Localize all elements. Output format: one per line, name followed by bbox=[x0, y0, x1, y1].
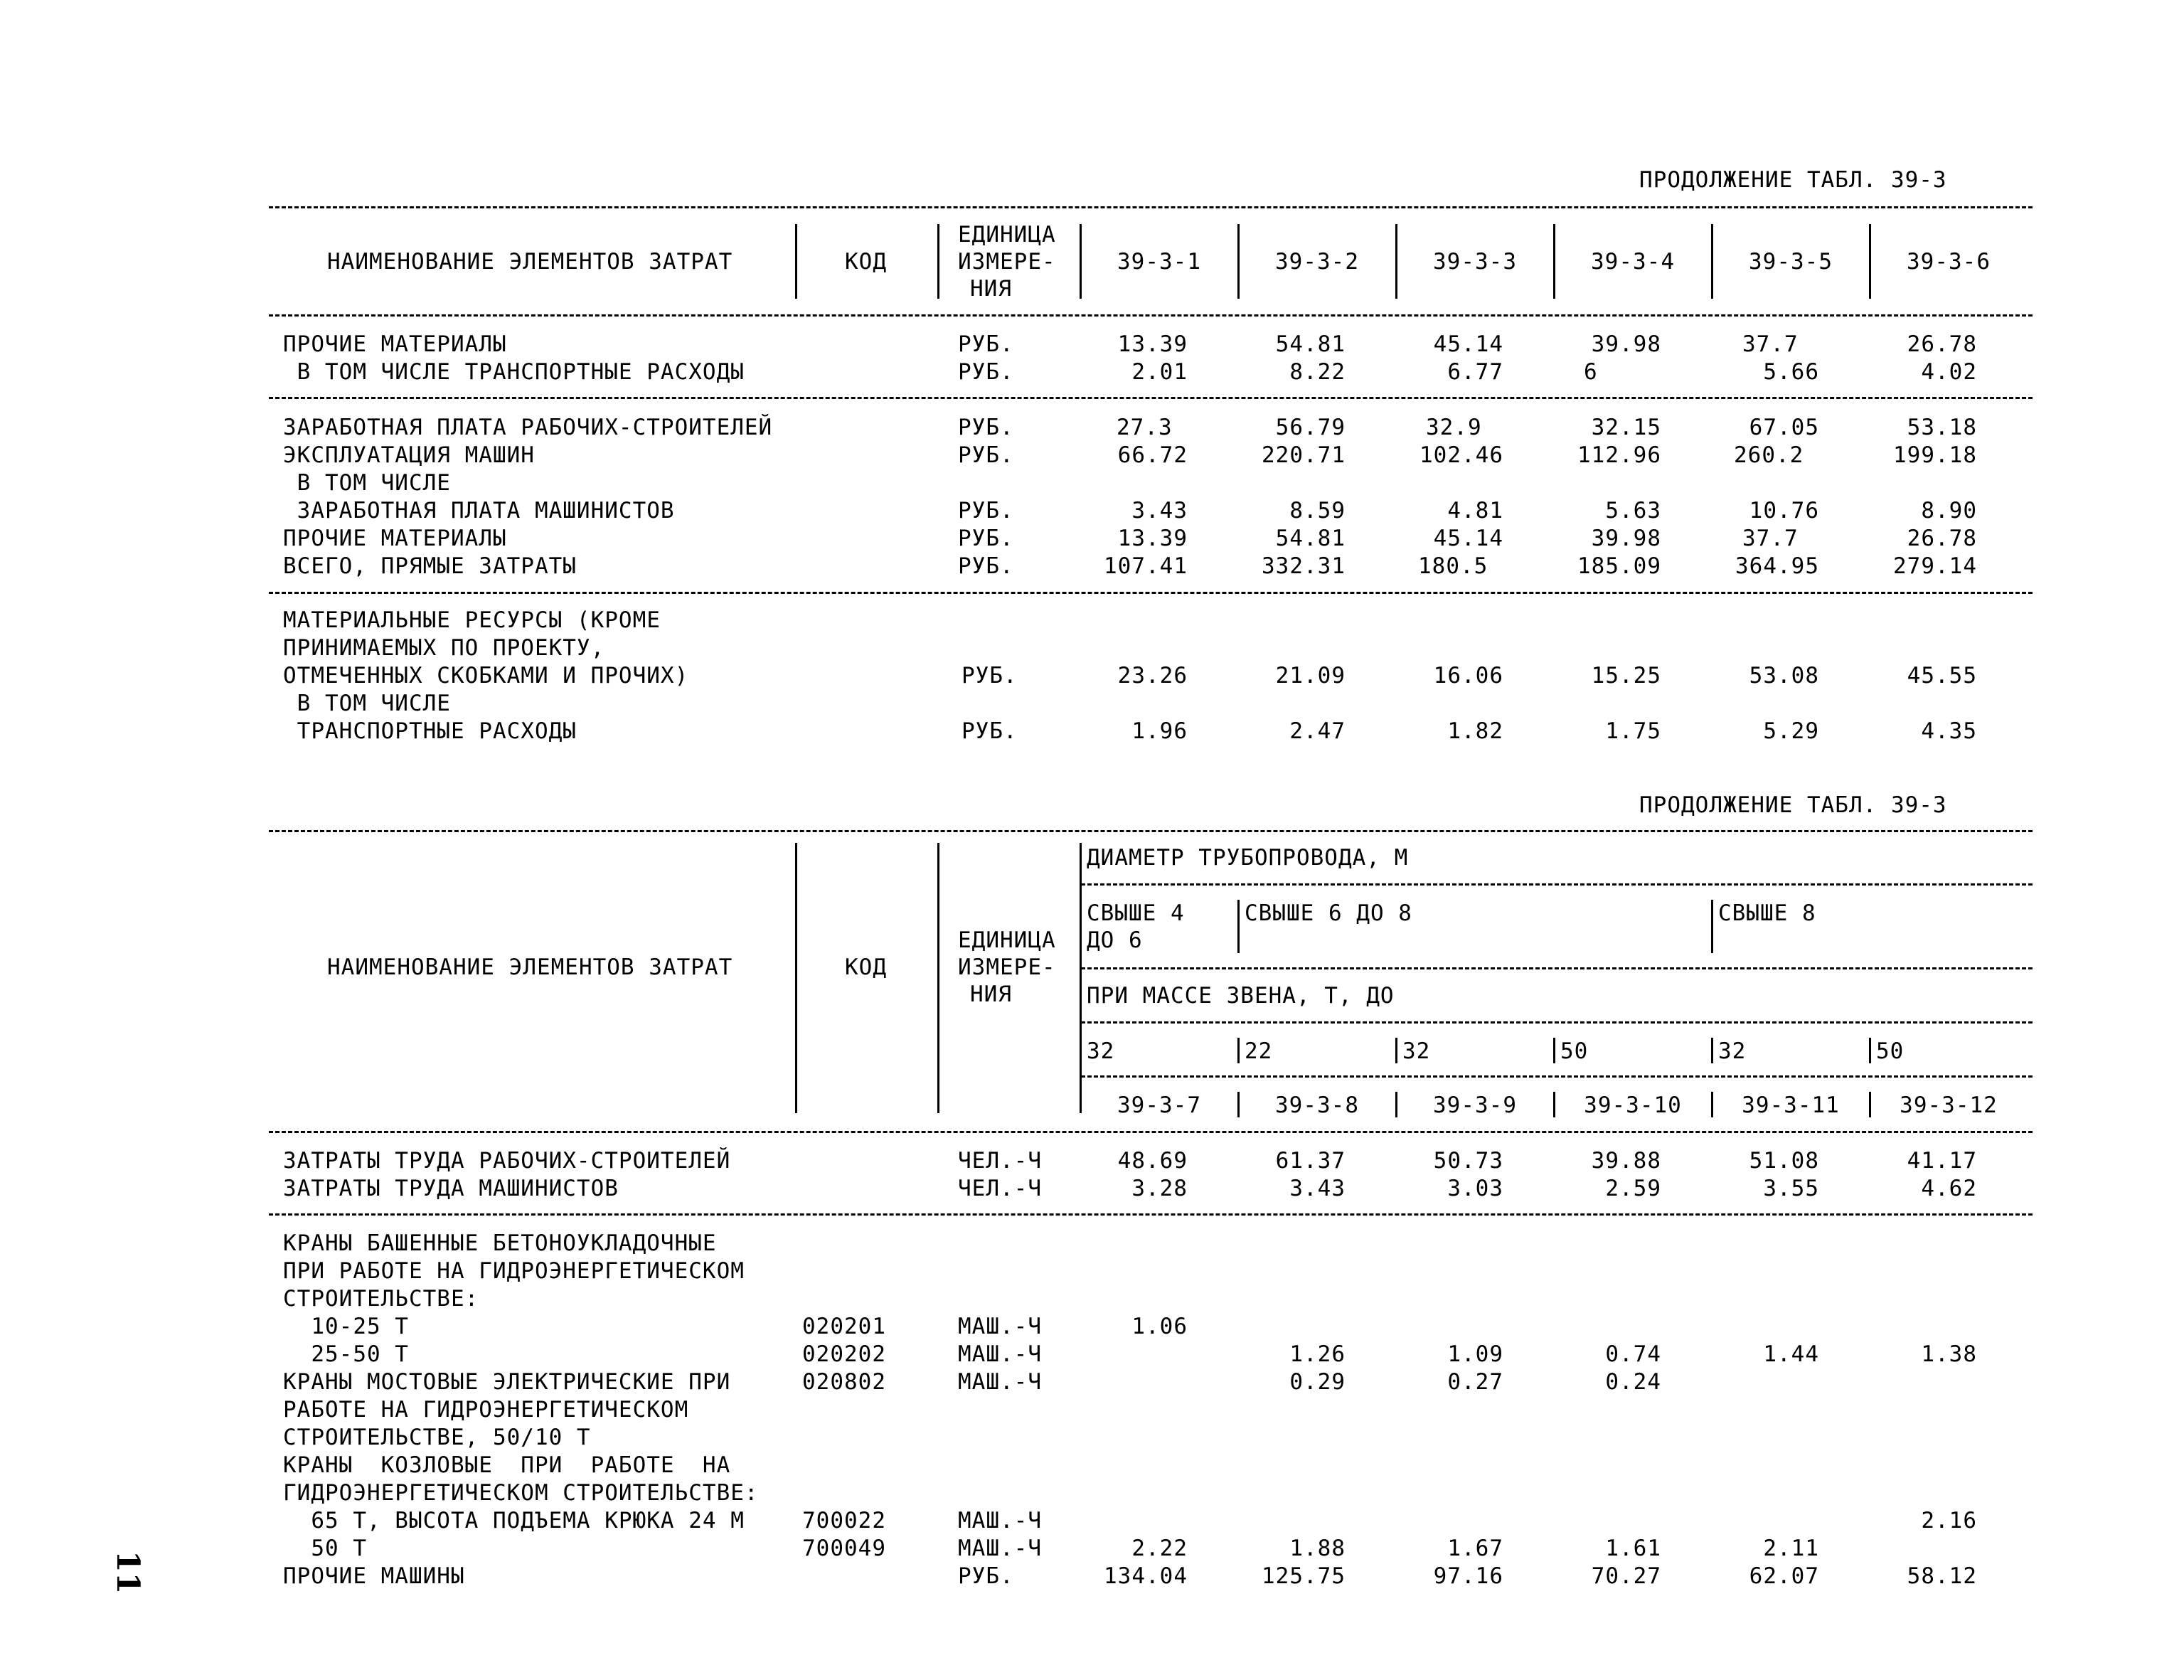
table2-cell: 1.06 bbox=[1131, 1314, 1188, 1339]
column-divider bbox=[1395, 224, 1397, 299]
table1-cell: 39.98 bbox=[1591, 526, 1661, 551]
table1-col-header: 39-3-4 bbox=[1591, 249, 1675, 275]
table2-row-name: 10-25 Т bbox=[283, 1314, 409, 1339]
table1-cell: 39.98 bbox=[1591, 331, 1661, 357]
mass-value: 50 bbox=[1876, 1038, 1905, 1064]
header-rule bbox=[1081, 1021, 2033, 1024]
table1-cell: 364.95 bbox=[1735, 553, 1819, 579]
table2-row-name: ПРОЧИЕ МАШИНЫ bbox=[283, 1563, 465, 1589]
table1-cell: 27.3 bbox=[1117, 415, 1173, 440]
mass-value: 32 bbox=[1402, 1038, 1431, 1064]
column-divider bbox=[1869, 1038, 1871, 1063]
table1-cell: 185.09 bbox=[1577, 553, 1661, 579]
table1-row-name: ОТМЕЧЕННЫХ СКОБКАМИ И ПРОЧИХ) bbox=[283, 663, 689, 689]
column-divider bbox=[1237, 1038, 1240, 1063]
table1-cell: 53.08 bbox=[1749, 663, 1819, 689]
table2-row-name: ЗАТРАТЫ ТРУДА МАШИНИСТОВ bbox=[283, 1176, 619, 1201]
column-divider bbox=[1711, 1038, 1713, 1063]
table2-col-header: 39-3-11 bbox=[1742, 1092, 1840, 1118]
table2-cell: 61.37 bbox=[1275, 1148, 1346, 1174]
table1-cell: 6.77 bbox=[1447, 359, 1503, 385]
table1-cell: 1.75 bbox=[1605, 718, 1661, 744]
column-divider bbox=[1080, 224, 1082, 299]
table2-cell: 3.03 bbox=[1447, 1176, 1503, 1201]
table2-cell: 1.61 bbox=[1605, 1536, 1661, 1561]
table1-cell: 54.81 bbox=[1275, 331, 1346, 357]
table2-cell: 58.12 bbox=[1907, 1563, 1977, 1589]
table1-cell: 26.78 bbox=[1907, 331, 1977, 357]
group-header: СВЫШЕ 4 bbox=[1087, 900, 1185, 926]
table1-row-unit: РУБ. bbox=[958, 442, 1014, 468]
table2-cell: 3.28 bbox=[1131, 1176, 1188, 1201]
table2-row-unit: МАШ.-Ч bbox=[958, 1536, 1042, 1561]
table2-col-header: 39-3-9 bbox=[1433, 1092, 1517, 1118]
table1-cell: 199.18 bbox=[1893, 442, 1977, 468]
table1-cell: 13.39 bbox=[1117, 526, 1188, 551]
table1-cell: 8.59 bbox=[1289, 498, 1346, 523]
table1-cell: 279.14 bbox=[1893, 553, 1977, 579]
table1-col-header: 39-3-6 bbox=[1907, 249, 1991, 275]
table2-header-name: НАИМЕНОВАНИЕ ЭЛЕМЕНТОВ ЗАТРАТ bbox=[327, 955, 733, 980]
table2-cell: 50.73 bbox=[1433, 1148, 1503, 1174]
table2-row-unit: ЧЕЛ.-Ч bbox=[958, 1148, 1042, 1174]
column-divider bbox=[1869, 224, 1871, 299]
table1-row-unit: РУБ. bbox=[958, 553, 1014, 579]
table2-top-rule bbox=[269, 830, 2033, 832]
group-header: ДО 6 bbox=[1087, 927, 1143, 953]
table2-row-name: КРАНЫ БАШЕННЫЕ БЕТОНОУКЛАДОЧНЫЕ bbox=[283, 1230, 717, 1256]
table2-cell: 1.88 bbox=[1289, 1536, 1346, 1561]
table2-caption: ПРОДОЛЖЕНИЕ ТАБЛ. 39-3 bbox=[1639, 792, 1947, 818]
table1-row-unit: РУБ. bbox=[958, 331, 1014, 357]
table2-row-code: 020802 bbox=[802, 1369, 886, 1395]
mass-value: 50 bbox=[1560, 1038, 1589, 1064]
table1-cell: 5.29 bbox=[1763, 718, 1819, 744]
table2-row-unit: ЧЕЛ.-Ч bbox=[958, 1176, 1042, 1201]
table2-row-name: КРАНЫ КОЗЛОВЫЕ ПРИ РАБОТЕ НА bbox=[283, 1452, 731, 1478]
column-divider bbox=[795, 843, 797, 1113]
table2-row-name: СТРОИТЕЛЬСТВЕ, 50/10 Т bbox=[283, 1425, 591, 1450]
table1-cell: 45.55 bbox=[1907, 663, 1977, 689]
header-rule bbox=[1081, 1075, 2033, 1078]
group-header: СВЫШЕ 8 bbox=[1718, 900, 1816, 926]
table2-row-code: 020201 bbox=[802, 1314, 886, 1339]
table2-cell: 0.29 bbox=[1289, 1369, 1346, 1395]
table2-row-name: 50 Т bbox=[283, 1536, 367, 1561]
table1-cell: 45.14 bbox=[1433, 526, 1503, 551]
header-rule bbox=[1081, 967, 2033, 969]
table1-row-unit: РУБ. bbox=[958, 526, 1014, 551]
table1-row-unit: РУБ. bbox=[958, 498, 1014, 523]
section-rule bbox=[269, 397, 2033, 399]
table1-col-header: 39-3-5 bbox=[1749, 249, 1833, 275]
mass-value: 32 bbox=[1087, 1038, 1115, 1064]
table2-cell: 1.44 bbox=[1763, 1341, 1819, 1367]
table2-cell: 2.11 bbox=[1763, 1536, 1819, 1561]
table2-cell: 48.69 bbox=[1117, 1148, 1188, 1174]
table1-row-name: В ТОМ ЧИСЛЕ bbox=[283, 470, 451, 496]
table2-row-code: 700049 bbox=[802, 1536, 886, 1561]
table1-cell: 3.43 bbox=[1131, 498, 1188, 523]
table1-header-code: КОД bbox=[845, 249, 887, 275]
table1-cell: 37.7 bbox=[1742, 331, 1799, 357]
column-divider bbox=[1237, 900, 1240, 953]
table2-cell: 0.74 bbox=[1605, 1341, 1661, 1367]
table1-cell: 1.96 bbox=[1131, 718, 1188, 744]
table1-cell: 54.81 bbox=[1275, 526, 1346, 551]
table2-row-unit: МАШ.-Ч bbox=[958, 1314, 1042, 1339]
table1-cell: 8.22 bbox=[1289, 359, 1346, 385]
table1-row-name: МАТЕРИАЛЬНЫЕ РЕСУРСЫ (КРОМЕ bbox=[283, 607, 661, 633]
table2-header-unit-2: ИЗМЕРЕ- bbox=[958, 955, 1056, 980]
page-number: 11 bbox=[110, 1551, 146, 1595]
table2-cell: 0.24 bbox=[1605, 1369, 1661, 1395]
table1-cell: 26.78 bbox=[1907, 526, 1977, 551]
table1-cell: 53.18 bbox=[1907, 415, 1977, 440]
table1-row-name: ВСЕГО, ПРЯМЫЕ ЗАТРАТЫ bbox=[283, 553, 577, 579]
table2-row-name: ЗАТРАТЫ ТРУДА РАБОЧИХ-СТРОИТЕЛЕЙ bbox=[283, 1148, 731, 1174]
table1-cell: 332.31 bbox=[1262, 553, 1346, 579]
table1-cell: 32.9 bbox=[1426, 415, 1482, 440]
column-divider bbox=[937, 843, 939, 1113]
column-divider bbox=[937, 224, 939, 299]
table2-cell: 97.16 bbox=[1433, 1563, 1503, 1589]
table1-cell: 2.47 bbox=[1289, 718, 1346, 744]
table2-cell: 1.67 bbox=[1447, 1536, 1503, 1561]
table1-cell: 4.02 bbox=[1921, 359, 1977, 385]
table1-cell: 107.41 bbox=[1104, 553, 1188, 579]
table1-row-name: В ТОМ ЧИСЛЕ ТРАНСПОРТНЫЕ РАСХОДЫ bbox=[283, 359, 745, 385]
column-divider bbox=[1395, 1038, 1397, 1063]
table2-cell: 1.38 bbox=[1921, 1341, 1977, 1367]
table1-col-header: 39-3-1 bbox=[1117, 249, 1201, 275]
table1-cell: 37.7 bbox=[1742, 526, 1799, 551]
table2-cell: 3.55 bbox=[1763, 1176, 1819, 1201]
table2-cell: 41.17 bbox=[1907, 1148, 1977, 1174]
table2-cell: 4.62 bbox=[1921, 1176, 1977, 1201]
table2-row-name: ГИДРОЭНЕРГЕТИЧЕСКОМ СТРОИТЕЛЬСТВЕ: bbox=[283, 1480, 759, 1506]
table2-cell: 134.04 bbox=[1104, 1563, 1188, 1589]
table2-row-unit: РУБ. bbox=[958, 1563, 1014, 1589]
column-divider bbox=[1553, 224, 1555, 299]
group-header: СВЫШЕ 6 ДО 8 bbox=[1245, 900, 1412, 926]
table2-cell: 0.27 bbox=[1447, 1369, 1503, 1395]
table1-col-header: 39-3-3 bbox=[1433, 249, 1517, 275]
table2-header-unit-3: НИЯ bbox=[970, 982, 1012, 1007]
table2-cell: 39.88 bbox=[1591, 1148, 1661, 1174]
table1-row-name: ЭКСПЛУАТАЦИЯ МАШИН bbox=[283, 442, 535, 468]
mass-value: 22 bbox=[1245, 1038, 1273, 1064]
table1-header-name: НАИМЕНОВАНИЕ ЭЛЕМЕНТОВ ЗАТРАТ bbox=[327, 249, 733, 275]
table2-cell: 125.75 bbox=[1262, 1563, 1346, 1589]
table1-header-unit-3: НИЯ bbox=[970, 276, 1012, 302]
table1-cell: 21.09 bbox=[1275, 663, 1346, 689]
table1-cell: 180.5 bbox=[1418, 553, 1488, 579]
table2-header-rule bbox=[269, 1131, 2033, 1133]
table2-row-unit: МАШ.-Ч bbox=[958, 1508, 1042, 1533]
table2-row-name: 65 Т, ВЫСОТА ПОДЪЕМА КРЮКА 24 М bbox=[283, 1508, 745, 1533]
table2-row-name: 25-50 Т bbox=[283, 1341, 409, 1367]
table1-cell: 5.63 bbox=[1605, 498, 1661, 523]
diameter-header: ДИАМЕТР ТРУБОПРОВОДА, М bbox=[1087, 845, 1409, 871]
table1-header-rule bbox=[269, 314, 2033, 317]
table1-cell: 15.25 bbox=[1591, 663, 1661, 689]
table1-row-name: ПРОЧИЕ МАТЕРИАЛЫ bbox=[283, 331, 507, 357]
table1-cell: 102.46 bbox=[1419, 442, 1503, 468]
table1-cell: 5.66 bbox=[1763, 359, 1819, 385]
table2-row-name: СТРОИТЕЛЬСТВЕ: bbox=[283, 1286, 479, 1312]
table1-cell: 4.81 bbox=[1447, 498, 1503, 523]
table1-cell: 1.82 bbox=[1447, 718, 1503, 744]
table1-row-name: В ТОМ ЧИСЛЕ bbox=[283, 691, 451, 716]
table2-cell: 2.22 bbox=[1131, 1536, 1188, 1561]
column-divider bbox=[1711, 900, 1713, 953]
table2-cell: 3.43 bbox=[1289, 1176, 1346, 1201]
table1-row-name: ЗАРАБОТНАЯ ПЛАТА МАШИНИСТОВ bbox=[283, 498, 675, 523]
table1-cell: 32.15 bbox=[1591, 415, 1661, 440]
table1-cell: 2.01 bbox=[1131, 359, 1188, 385]
table2-header-unit-1: ЕДИНИЦА bbox=[958, 927, 1056, 953]
table1-row-unit: РУБ. bbox=[958, 359, 1014, 385]
column-divider bbox=[1237, 224, 1240, 299]
section-rule bbox=[269, 1213, 2033, 1216]
header-rule bbox=[1081, 883, 2033, 886]
table1-col-header: 39-3-2 bbox=[1275, 249, 1359, 275]
table1-row-name: ПРИНИМАЕМЫХ ПО ПРОЕКТУ, bbox=[283, 635, 605, 661]
table2-row-unit: МАШ.-Ч bbox=[958, 1341, 1042, 1367]
table1-cell: 260.2 bbox=[1734, 442, 1804, 468]
table1-row-unit: РУБ. bbox=[962, 718, 1018, 744]
table2-row-code: 700022 bbox=[802, 1508, 886, 1533]
section-rule bbox=[269, 592, 2033, 594]
mass-value: 32 bbox=[1718, 1038, 1747, 1064]
table2-col-header: 39-3-10 bbox=[1584, 1092, 1682, 1118]
table1-row-name: ЗАРАБОТНАЯ ПЛАТА РАБОЧИХ-СТРОИТЕЛЕЙ bbox=[283, 415, 773, 440]
table1-cell: 112.96 bbox=[1577, 442, 1661, 468]
table1-header-unit-2: ИЗМЕРЕ- bbox=[958, 249, 1056, 275]
table1-row-unit: РУБ. bbox=[962, 663, 1018, 689]
table2-cell: 1.26 bbox=[1289, 1341, 1346, 1367]
table2-cell: 51.08 bbox=[1749, 1148, 1819, 1174]
mass-header: ПРИ МАССЕ ЗВЕНА, Т, ДО bbox=[1087, 983, 1395, 1009]
table1-cell: 220.71 bbox=[1262, 442, 1346, 468]
table2-cell: 1.09 bbox=[1447, 1341, 1503, 1367]
table1-header-unit-1: ЕДИНИЦА bbox=[958, 222, 1056, 248]
table2-cell: 70.27 bbox=[1591, 1563, 1661, 1589]
column-divider bbox=[1711, 224, 1713, 299]
table1-cell: 4.35 bbox=[1921, 718, 1977, 744]
table2-col-header: 39-3-12 bbox=[1900, 1092, 1998, 1118]
column-divider bbox=[795, 224, 797, 299]
table2-row-name: ПРИ РАБОТЕ НА ГИДРОЭНЕРГЕТИЧЕСКОМ bbox=[283, 1258, 745, 1284]
table1-cell: 13.39 bbox=[1117, 331, 1188, 357]
table1-cell: 56.79 bbox=[1275, 415, 1346, 440]
table1-cell: 10.76 bbox=[1749, 498, 1819, 523]
table2-col-header: 39-3-7 bbox=[1117, 1092, 1201, 1118]
table2-cell: 62.07 bbox=[1749, 1563, 1819, 1589]
table2-header-code: КОД bbox=[845, 955, 887, 980]
table1-caption: ПРОДОЛЖЕНИЕ ТАБЛ. 39-3 bbox=[1639, 167, 1947, 193]
table2-row-unit: МАШ.-Ч bbox=[958, 1369, 1042, 1395]
table1-cell: 16.06 bbox=[1433, 663, 1503, 689]
table2-row-name: РАБОТЕ НА ГИДРОЭНЕРГЕТИЧЕСКОМ bbox=[283, 1397, 689, 1423]
table1-row-name: ТРАНСПОРТНЫЕ РАСХОДЫ bbox=[283, 718, 577, 744]
table1-cell: 23.26 bbox=[1117, 663, 1188, 689]
table1-cell: 66.72 bbox=[1117, 442, 1188, 468]
table1-cell: 6 bbox=[1584, 359, 1598, 385]
table1-cell: 67.05 bbox=[1749, 415, 1819, 440]
table1-row-unit: РУБ. bbox=[958, 415, 1014, 440]
table1-cell: 8.90 bbox=[1921, 498, 1977, 523]
table1-cell: 45.14 bbox=[1433, 331, 1503, 357]
table2-cell: 2.16 bbox=[1921, 1508, 1977, 1533]
table2-col-header: 39-3-8 bbox=[1275, 1092, 1359, 1118]
table2-row-code: 020202 bbox=[802, 1341, 886, 1367]
table2-row-name: КРАНЫ МОСТОВЫЕ ЭЛЕКТРИЧЕСКИЕ ПРИ bbox=[283, 1369, 731, 1395]
table1-row-name: ПРОЧИЕ МАТЕРИАЛЫ bbox=[283, 526, 507, 551]
table2-cell: 2.59 bbox=[1605, 1176, 1661, 1201]
table1-top-rule bbox=[269, 206, 2033, 208]
column-divider bbox=[1553, 1038, 1555, 1063]
